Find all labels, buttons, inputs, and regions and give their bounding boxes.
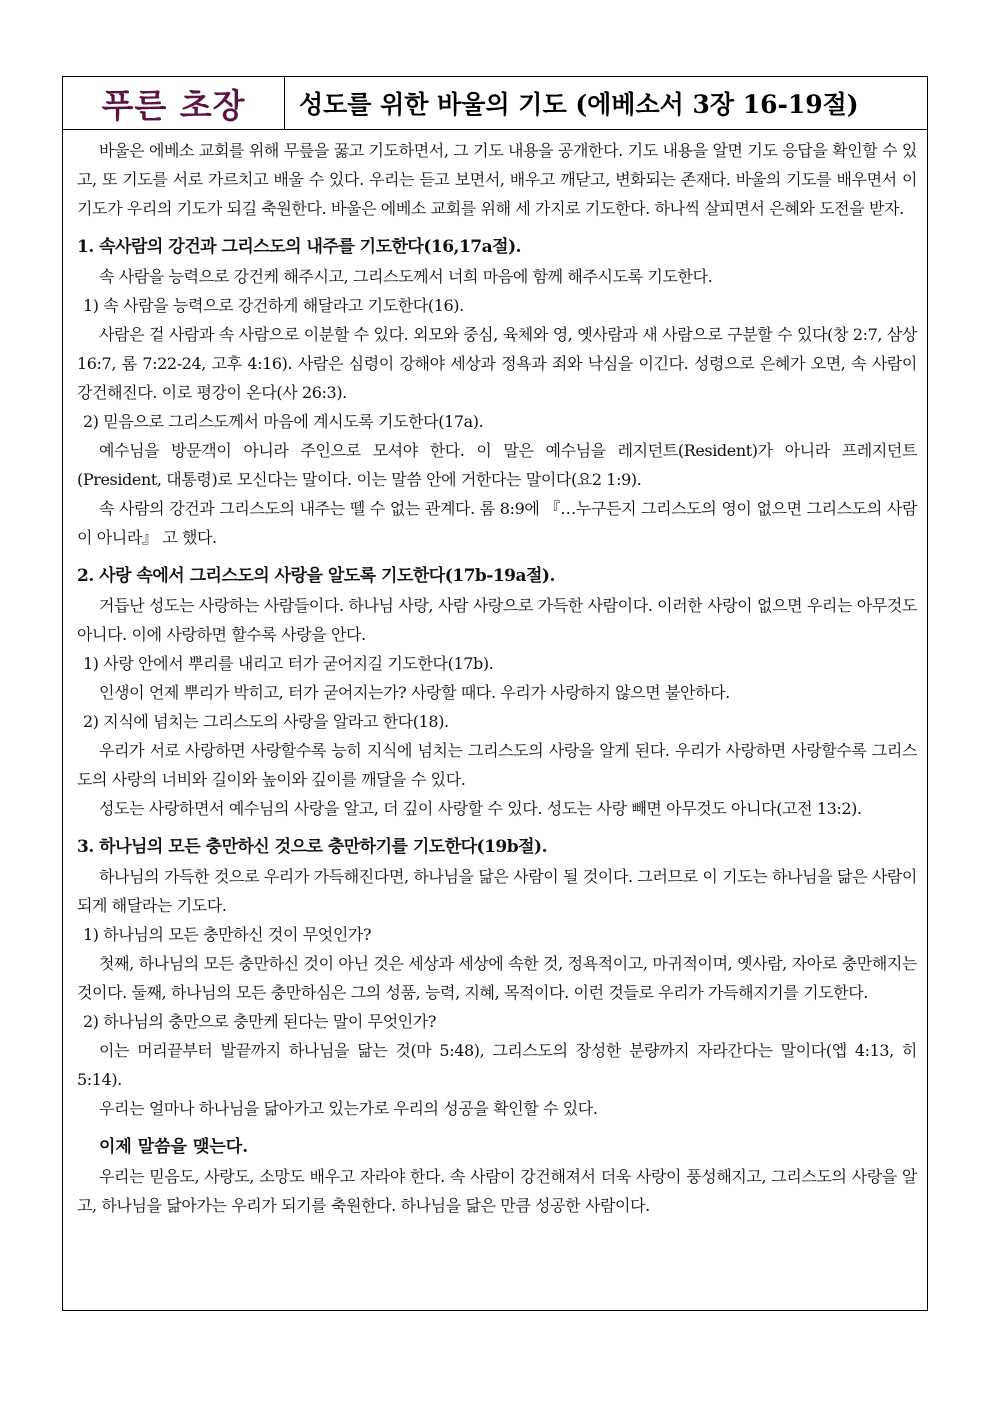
section-2-point-1-text: 인생이 언제 뿌리가 박히고, 터가 굳어지는가? 사랑할 때다. 우리가 사랑하지 않으면 불안하다. xyxy=(99,683,730,702)
conclusion-text: 우리는 믿음도, 사랑도, 소망도 배우고 자라야 한다. 속 사람이 강건해져서 더욱 사랑이 풍성해지고, 그리스도의 사랑을 알고, 하나님을 닮아가는 우리가 되기를 축원한다. 하나님을 닮은 만큼 성공한 사람이다. xyxy=(77,1167,917,1215)
section-2-point-1: 1) 사랑 안에서 뿌리를 내리고 터가 굳어지길 기도한다(17b). xyxy=(83,654,494,673)
section-3-point-2: 2) 하나님의 충만으로 충만케 된다는 말이 무엇인가? xyxy=(83,1012,437,1031)
section-1-heading: 1. 속사람의 강건과 그리스도의 내주를 기도한다(16,17a절). xyxy=(77,237,522,257)
section-1-intro: 속 사람을 능력으로 강건케 해주시고, 그리스도께서 너희 마음에 함께 해주시도록 기도한다. xyxy=(99,267,713,286)
section-1-point-1: 1) 속 사람을 능력으로 강건하게 해달라고 기도한다(16). xyxy=(83,296,464,315)
section-2-heading: 2. 사랑 속에서 그리스도의 사랑을 알도록 기도한다(17b-19a절). xyxy=(77,566,555,586)
section-1-point-2-text: 예수님을 방문객이 아니라 주인으로 모셔야 한다. 이 말은 예수님을 레지던트(Resident)가 아니라 프레지던트(President, 대통령)로 모신다는 말이다. 이는 말씀 안에 거한다는 말이다(요2 1:9). xyxy=(77,441,917,489)
section-2-intro: 거듭난 성도는 사랑하는 사람들이다. 하나님 사랑, 사람 사랑으로 가득한 사람이다. 이러한 사랑이 없으면 우리는 아무것도 아니다. 이에 사랑하면 할수록 사랑을 안다. xyxy=(77,596,917,644)
section-2-closing: 성도는 사랑하면서 예수님의 사랑을 알고, 더 깊이 사랑할 수 있다. 성도는 사랑 빼면 아무것도 아니다(고전 13:2). xyxy=(99,799,862,818)
bulletin-frame xyxy=(62,76,928,1311)
sermon-title: 성도를 위한 바울의 기도 (에베소서 3장 16-19절) xyxy=(299,90,859,119)
section-1-point-1-text: 사람은 겉 사람과 속 사람으로 이분할 수 있다. 외모와 중심, 육체와 영, 옛사람과 새 사람으로 구분할 수 있다(창 2:7, 삼상 16:7, 롬 7:22-24, 고후 4:16). 사람은 심령이 강해야 세상과 정욕과 죄와 낙심을 이긴다. 성령으로 은혜가 오면, 속 사람이 강건해진다. 이로 평강이 온다(사 26:3). xyxy=(77,325,917,402)
header xyxy=(63,77,927,130)
section-3-closing: 우리는 얼마나 하나님을 닮아가고 있는가로 우리의 성공을 확인할 수 있다. xyxy=(99,1099,598,1118)
section-2-point-2-text: 우리가 서로 사랑하면 사랑할수록 능히 지식에 넘치는 그리스도의 사랑을 알게 된다. 우리가 사랑하면 사랑할수록 그리스도의 사랑의 너비와 길이와 높이와 깊이를 깨달을 수 있다. xyxy=(77,741,917,789)
sermon-body xyxy=(63,130,927,1220)
section-1-point-2: 2) 믿음으로 그리스도께서 마음에 계시도록 기도한다(17a). xyxy=(83,412,484,431)
section-3-heading: 3. 하나님의 모든 충만하신 것으로 충만하기를 기도한다(19b절). xyxy=(77,837,548,857)
section-3-intro: 하나님의 가득한 것으로 우리가 가득해진다면, 하나님을 닮은 사람이 될 것이다. 그러므로 이 기도는 하나님을 닮은 사람이 되게 해달라는 기도다. xyxy=(77,867,917,915)
section-2-point-2: 2) 지식에 넘치는 그리스도의 사랑을 알라고 한다(18). xyxy=(83,712,449,731)
section-3-point-1-text: 첫째, 하나님의 모든 충만하신 것이 아닌 것은 세상과 세상에 속한 것, 정욕적이고, 마귀적이며, 옛사람, 자아로 충만해지는 것이다. 둘째, 하나님의 모든 충만하심은 그의 성품, 능력, 지혜, 목적이다. 이런 것들로 우리가 가득해지기를 기도한다. xyxy=(77,954,917,1002)
conclusion-heading: 이제 말씀을 맺는다. xyxy=(99,1137,249,1157)
section-3-point-2-text: 이는 머리끝부터 발끝까지 하나님을 닮는 것(마 5:48), 그리스도의 장성한 분량까지 자라간다는 말이다(엡 4:13, 히 5:14). xyxy=(77,1041,917,1089)
section-3-point-1: 1) 하나님의 모든 충만하신 것이 무엇인가? xyxy=(83,925,372,944)
section-1-closing: 속 사람의 강건과 그리스도의 내주는 뗄 수 없는 관계다. 롬 8:9에 『…누구든지 그리스도의 영이 없으면 그리스도의 사람이 아니라』 고 했다. xyxy=(77,499,917,547)
brand-title: 푸른 초장 xyxy=(63,77,285,129)
intro-paragraph: 바울은 에베소 교회를 위해 무릎을 꿇고 기도하면서, 그 기도 내용을 공개한다. 기도 내용을 알면 기도 응답을 확인할 수 있고, 또 기도를 서로 가르치고 배울 수 있다. 우리는 듣고 보면서, 배우고 깨닫고, 변화되는 존재다. 바울의 기도를 배우면서 이 기도가 우리의 기도가 되길 축원한다. 바울은 에베소 교회를 위해 세 가지로 기도한다. 하나씩 살피면서 은혜와 도전을 받자. xyxy=(77,141,917,218)
